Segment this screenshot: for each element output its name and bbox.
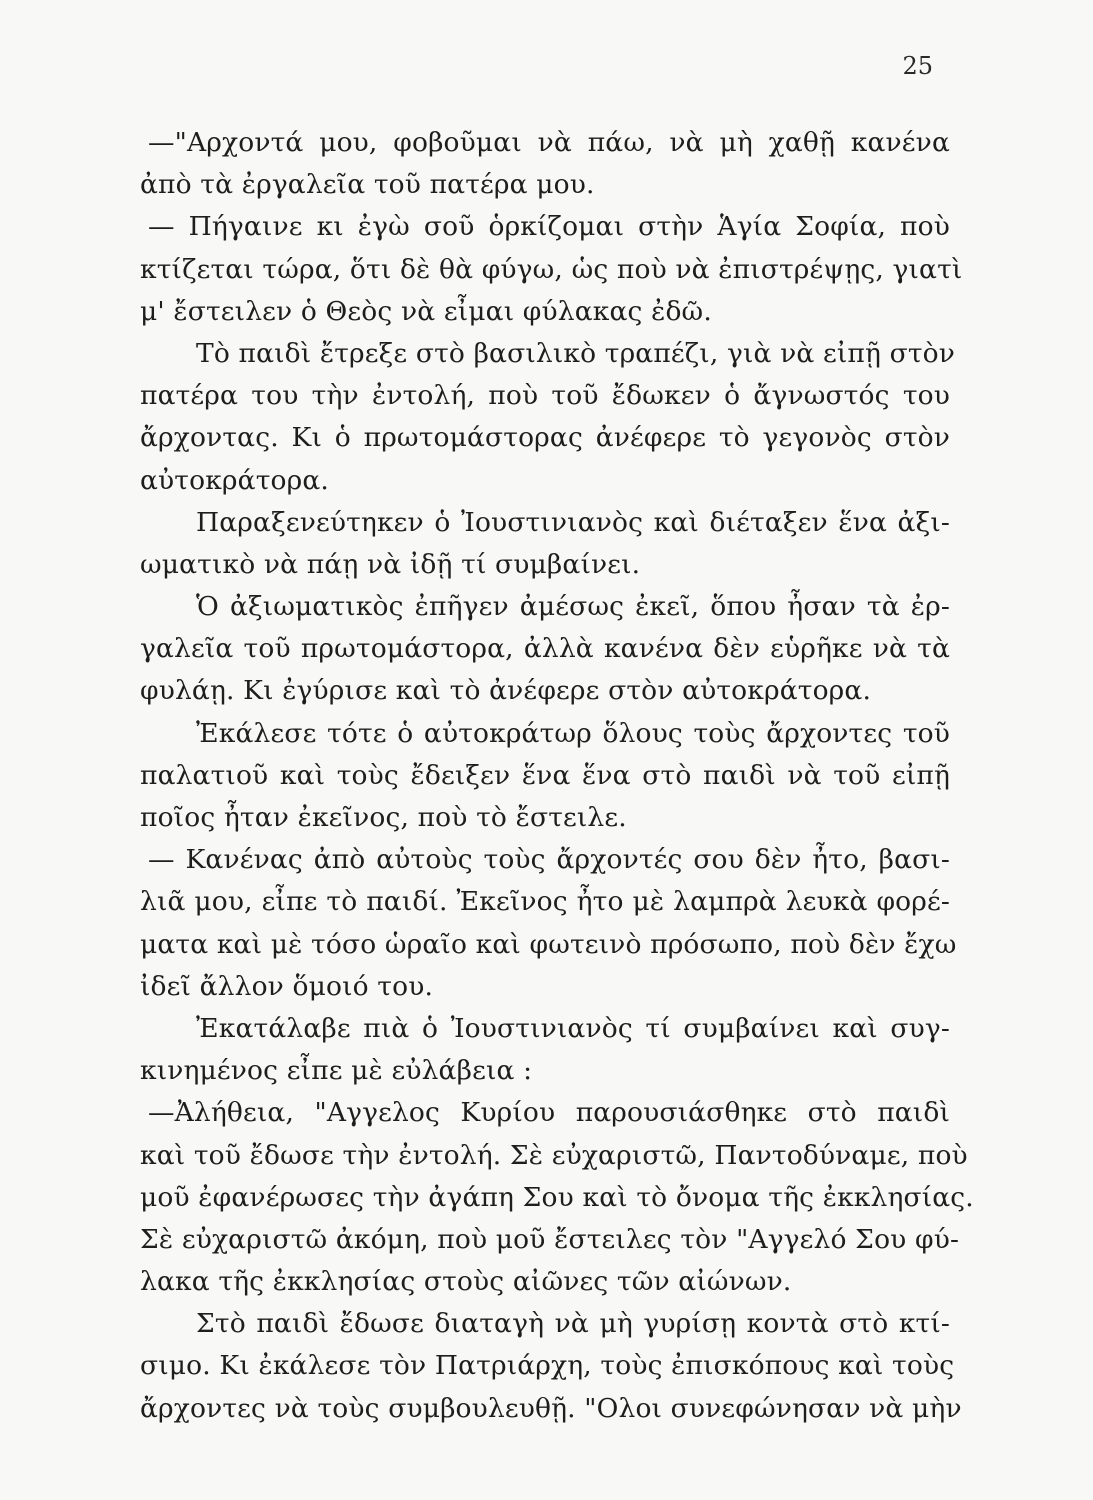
text-line: μοῦ ἐφανέρωσες τὴν ἀγάπη Σου καὶ τὸ ὄνομα τῆς ἐκκλησίας. <box>140 1181 974 1213</box>
text-line: Ὁ ἀξιωματικὸς ἐπῆγεν ἀμέσως ἐκεῖ, ὅπου ἦσαν τὰ ἐρ- <box>196 591 950 623</box>
text-line: Ἐκατάλαβε πιὰ ὁ Ἰουστινιανὸς τί συμβαίνει καὶ συγ- <box>196 1012 950 1044</box>
text-line: σιμο. Κι ἐκάλεσε τὸν Πατριάρχη, τοὺς ἐπισκόπους καὶ τοὺς <box>140 1350 955 1382</box>
text-line: ἄρχοντες νὰ τοὺς συμβουλευθῇ. "Ολοι συνεφώνησαν νὰ μὴν <box>140 1392 962 1424</box>
text-line: ἰδεῖ ἄλλον ὅμοιό του. <box>140 970 434 1002</box>
body-text <box>140 122 974 1430</box>
text-line: — Πήγαινε κι ἐγὼ σοῦ ὁρκίζομαι στὴν Ἁγία Σοφία, ποὺ <box>148 211 950 243</box>
text-line: πατέρα του τὴν ἐντολή, ποὺ τοῦ ἔδωκεν ὁ ἄγνωστός του <box>140 380 950 412</box>
text-line: ωματικὸ νὰ πάῃ νὰ ἰδῇ τί συμβαίνει. <box>140 548 641 580</box>
text-line: φυλάῃ. Κι ἐγύρισε καὶ τὸ ἀνέφερε στὸν αὐτοκράτορα. <box>140 675 872 707</box>
text-line: μ' ἔστειλεν ὁ Θεὸς νὰ εἶμαι φύλακας ἐδῶ. <box>140 295 712 327</box>
text-line: — Κανένας ἀπὸ αὐτοὺς τοὺς ἄρχοντές σου δὲν ἦτο, βασι- <box>148 844 950 876</box>
text-line: αὐτοκράτορα. <box>140 464 329 496</box>
text-line: ἀπὸ τὰ ἐργαλεῖα τοῦ πατέρα μου. <box>140 169 595 201</box>
text-line: λιᾶ μου, εἶπε τὸ παιδί. Ἐκεῖνος ἦτο μὲ λαμπρὰ λευκὰ φορέ- <box>140 886 950 918</box>
text-line: καὶ τοῦ ἔδωσε τὴν ἐντολή. Σὲ εὐχαριστῶ, Παντοδύναμε, ποὺ <box>140 1139 968 1171</box>
text-line: γαλεῖα τοῦ πρωτομάστορα, ἀλλὰ κανένα δὲν εὑρῆκε νὰ τὰ <box>140 633 950 665</box>
text-line: Στὸ παιδὶ ἔδωσε διαταγὴ νὰ μὴ γυρίσῃ κοντὰ στὸ κτί- <box>196 1308 950 1340</box>
text-line: λακα τῆς ἐκκλησίας στοὺς αἰῶνες τῶν αἰώνων. <box>140 1266 792 1298</box>
text-line: Παραξενεύτηκεν ὁ Ἰουστινιανὸς καὶ διέταξεν ἕνα ἀξι- <box>196 506 950 538</box>
text-line: ποῖος ἦταν ἐκεῖνος, ποὺ τὸ ἔστειλε. <box>140 802 627 833</box>
page-number: 25 <box>902 52 933 80</box>
text-line: κτίζεται τώρα, ὅτι δὲ θὰ φύγω, ὡς ποὺ νὰ ἐπιστρέψῃς, γιατὶ <box>140 253 963 285</box>
text-line: —Ἀλήθεια, "Αγγελος Κυρίου παρουσιάσθηκε στὸ παιδὶ <box>148 1097 950 1129</box>
text-line: ἄρχοντας. Κι ὁ πρωτομάστορας ἀνέφερε τὸ γεγονὸς στὸν <box>140 422 950 454</box>
text-line: Τὸ παιδὶ ἔτρεξε στὸ βασιλικὸ τραπέζι, γιὰ νὰ εἰπῇ στὸν <box>196 337 956 369</box>
text-line: ματα καὶ μὲ τόσο ὡραῖο καὶ φωτεινὸ πρόσωπο, ποὺ δὲν ἔχω <box>140 928 957 960</box>
text-line: —"Αρχοντά μου, φοβοῦμαι νὰ πάω, νὰ μὴ χαθῇ κανένα <box>148 127 950 158</box>
text-line: Ἐκάλεσε τότε ὁ αὐτοκράτωρ ὅλους τοὺς ἄρχοντες τοῦ <box>196 717 950 749</box>
text-line: Σὲ εὐχαριστῶ ἀκόμη, ποὺ μοῦ ἔστειλες τὸν "Αγγελό Σου φύ- <box>140 1223 960 1255</box>
text-line: κινημένος εἶπε μὲ εὐλάβεια : <box>140 1055 533 1087</box>
text-line: παλατιοῦ καὶ τοὺς ἔδειξεν ἕνα ἕνα στὸ παιδὶ νὰ τοῦ εἰπῇ <box>140 759 950 791</box>
